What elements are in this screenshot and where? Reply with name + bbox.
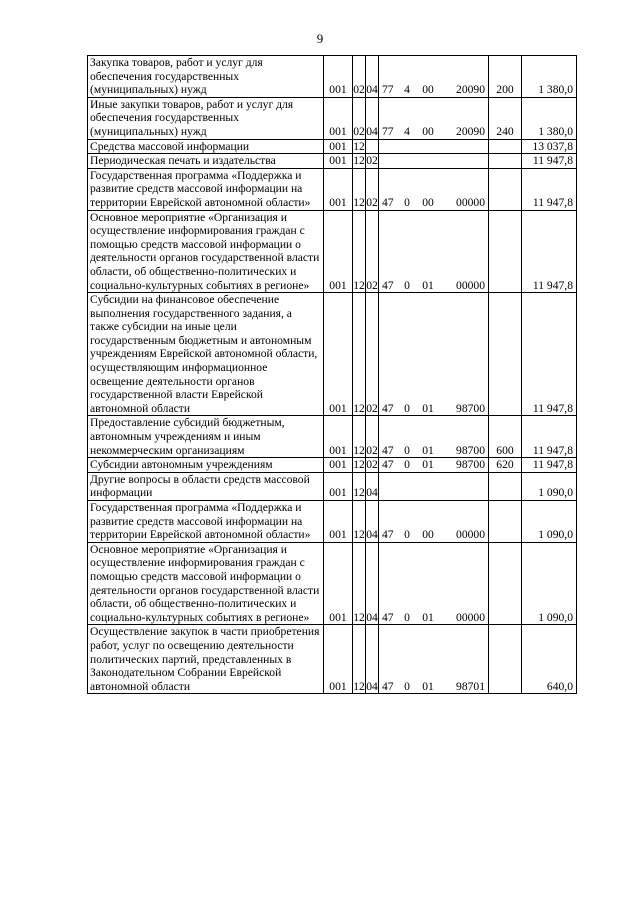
- direction-code: 00000: [456, 528, 485, 542]
- program-code: 77: [382, 124, 394, 138]
- event-code: 01: [422, 401, 434, 415]
- amount-cell: 13 037,8: [522, 139, 577, 154]
- subprogram-code: 4: [404, 83, 410, 97]
- ministry-code-cell: 001: [324, 472, 353, 500]
- direction-code: 98700: [456, 401, 485, 415]
- subsection-code-cell: 02: [366, 416, 379, 458]
- program-code: 47: [382, 443, 394, 457]
- subprogram-code: 0: [404, 679, 410, 693]
- program-code: 47: [382, 401, 394, 415]
- ministry-code-cell: 001: [324, 139, 353, 154]
- amount-cell: 11 947,8: [522, 168, 577, 210]
- amount-cell: 11 947,8: [522, 416, 577, 458]
- target-article-cell: [379, 293, 489, 416]
- target-article-code: [381, 83, 486, 97]
- expense-name-cell: Государственная программа «Поддержка и развитие средств массовой информации на территории Еврейской автономной области»: [88, 168, 324, 210]
- target-article-cell: [379, 416, 489, 458]
- subprogram-code: 0: [404, 195, 410, 209]
- target-article-cell: [379, 458, 489, 473]
- expense-name-cell: Средства массовой информации: [88, 139, 324, 154]
- target-article-code: [381, 680, 486, 694]
- expense-name-cell: Основное мероприятие «Организация и осуществление информирования граждан с помощью средств массовой информации о деятельности органов государственной власти области, об общественно-политических и социально-культурных событиях в регионе»: [88, 542, 324, 625]
- expense-type-cell: [489, 168, 522, 210]
- ministry-code-cell: 001: [324, 293, 353, 416]
- expense-type-cell: [489, 542, 522, 625]
- expense-type-cell: 600: [489, 416, 522, 458]
- subsection-code-cell: 02: [366, 293, 379, 416]
- table-row: [88, 416, 577, 458]
- ministry-code-cell: 001: [324, 458, 353, 473]
- section-code-cell: 02: [353, 56, 366, 98]
- direction-code: 98701: [456, 679, 485, 693]
- budget-table: [87, 55, 577, 694]
- table-row: [88, 139, 577, 154]
- ministry-code-cell: 001: [324, 210, 353, 293]
- target-article-cell: [379, 542, 489, 625]
- table-row: [88, 210, 577, 293]
- ministry-code-cell: 001: [324, 501, 353, 543]
- ministry-code-cell: 001: [324, 542, 353, 625]
- ministry-code-cell: 001: [324, 154, 353, 169]
- ministry-code-cell: 001: [324, 168, 353, 210]
- event-code: 01: [422, 278, 434, 292]
- target-article-cell: [379, 210, 489, 293]
- subsection-code-cell: 04: [366, 472, 379, 500]
- subsection-code-cell: 04: [366, 501, 379, 543]
- subsection-code-cell: 02: [366, 154, 378, 168]
- expense-type-cell: [489, 472, 522, 500]
- subsection-code-cell: 04: [366, 625, 379, 694]
- ministry-code-cell: 001: [324, 625, 353, 694]
- table-row: [88, 97, 577, 139]
- section-code-cell: 12: [353, 542, 366, 625]
- table-row: [88, 542, 577, 625]
- event-code: 00: [422, 83, 434, 97]
- section-code-cell: 12: [353, 458, 365, 472]
- program-code: 47: [382, 528, 394, 542]
- program-code: 47: [382, 458, 394, 472]
- section-code-cell: 02: [353, 97, 366, 139]
- amount-cell: 11 947,8: [522, 293, 577, 416]
- amount-cell: 1 380,0: [522, 56, 577, 98]
- subsection-code-cell: 02: [366, 458, 378, 472]
- target-article-cell: [379, 56, 489, 98]
- section-code-cell: 12: [353, 416, 366, 458]
- subsection-code-cell: [366, 139, 379, 154]
- expense-type-cell: 200: [489, 56, 522, 98]
- target-article-cell: [379, 154, 489, 169]
- event-code: 00: [422, 528, 434, 542]
- amount-cell: 11 947,8: [522, 458, 577, 473]
- table-row: [88, 625, 577, 694]
- table-row: [88, 293, 577, 416]
- amount-cell: 11 947,8: [522, 154, 577, 169]
- section-code-cell: 12: [353, 293, 366, 416]
- subsection-code-cell: 04: [366, 97, 379, 139]
- subprogram-code: 0: [404, 401, 410, 415]
- expense-name-cell: Иные закупки товаров, работ и услуг для обеспечения государственных (муниципальных) нужд: [88, 97, 324, 139]
- budget-table-body: [88, 56, 577, 694]
- page-number: 9: [316, 31, 324, 46]
- expense-name-cell: Основное мероприятие «Организация и осуществление информирования граждан с помощью средств массовой информации о деятельности органов государственной власти области, об общественно-политических и социально-культурных событиях в регионе»: [88, 210, 324, 293]
- table-row: [88, 472, 577, 500]
- subprogram-code: 4: [404, 124, 410, 138]
- section-code-cell: 12: [353, 472, 366, 500]
- expense-type-cell: [489, 625, 522, 694]
- direction-code: 98700: [456, 458, 485, 472]
- target-article-code: [381, 444, 486, 458]
- direction-code: 20090: [456, 124, 485, 138]
- subprogram-code: 0: [404, 458, 410, 472]
- expense-type-cell: [489, 154, 522, 169]
- event-code: 01: [422, 610, 434, 624]
- ministry-code-cell: 001: [324, 97, 353, 139]
- target-article-code: [381, 279, 486, 293]
- expense-type-cell: [489, 139, 522, 154]
- amount-cell: 1 090,0: [522, 501, 577, 543]
- target-article-code: [381, 196, 486, 210]
- section-code-cell: 12: [353, 501, 366, 543]
- direction-code: 00000: [456, 195, 485, 209]
- target-article-cell: [379, 472, 489, 500]
- expense-name-cell: Предоставление субсидий бюджетным, автономным учреждениям и иным некоммерческим организациям: [88, 416, 324, 458]
- subprogram-code: 0: [404, 278, 410, 292]
- subprogram-code: 0: [404, 528, 410, 542]
- expense-name-cell: Субсидии на финансовое обеспечение выполнения государственного задания, а также субсидии на иные цели государственным бюджетным и автономным учреждениям Еврейской автономной области, осуществляющим информационное освещение деятельности органов государственной власти Еврейской автономной области: [88, 293, 324, 416]
- target-article-code: [381, 402, 486, 416]
- section-code-cell: 12: [353, 154, 365, 168]
- expense-name-cell: Субсидии автономным учреждениям: [88, 458, 324, 473]
- table-row: [88, 154, 577, 169]
- program-code: 47: [382, 679, 394, 693]
- target-article-code: [381, 458, 486, 472]
- target-article-cell: [379, 168, 489, 210]
- amount-cell: 640,0: [522, 625, 577, 694]
- section-code-cell: 12: [353, 210, 366, 293]
- expense-type-cell: [489, 293, 522, 416]
- event-code: 01: [422, 679, 434, 693]
- direction-code: 00000: [456, 278, 485, 292]
- target-article-code: [381, 125, 486, 139]
- amount-cell: 1 090,0: [522, 542, 577, 625]
- subsection-code-cell: 02: [366, 168, 379, 210]
- expense-type-cell: 240: [489, 97, 522, 139]
- section-code-cell: 12: [353, 168, 366, 210]
- table-row: [88, 458, 577, 473]
- amount-cell: 11 947,8: [522, 210, 577, 293]
- direction-code: 00000: [456, 610, 485, 624]
- target-article-code: [381, 611, 486, 625]
- direction-code: 20090: [456, 83, 485, 97]
- table-row: [88, 56, 577, 98]
- program-code: 77: [382, 83, 394, 97]
- amount-cell: 1 090,0: [522, 472, 577, 500]
- expense-name-cell: Осуществление закупок в части приобретения работ, услуг по освещению деятельности политических партий, представленных в Законодательном Собрании Еврейской автономной области: [88, 625, 324, 694]
- ministry-code-cell: 001: [324, 56, 353, 98]
- expense-name-cell: Закупка товаров, работ и услуг для обеспечения государственных (муниципальных) нужд: [88, 56, 324, 98]
- subsection-code-cell: 04: [366, 56, 379, 98]
- subprogram-code: 0: [404, 443, 410, 457]
- event-code: 00: [422, 195, 434, 209]
- expense-name-cell: Государственная программа «Поддержка и развитие средств массовой информации на территории Еврейской автономной области»: [88, 501, 324, 543]
- target-article-cell: [379, 501, 489, 543]
- table-row: [88, 168, 577, 210]
- section-code-cell: 12: [353, 139, 365, 153]
- amount-cell: 1 380,0: [522, 97, 577, 139]
- program-code: 47: [382, 195, 394, 209]
- section-code-cell: 12: [353, 625, 366, 694]
- event-code: 00: [422, 124, 434, 138]
- target-article-cell: [379, 625, 489, 694]
- expense-name-cell: Периодическая печать и издательства: [88, 154, 324, 169]
- subsection-code-cell: 02: [366, 210, 379, 293]
- subprogram-code: 0: [404, 610, 410, 624]
- target-article-cell: [379, 139, 489, 154]
- expense-name-cell: Другие вопросы в области средств массовой информации: [88, 472, 324, 500]
- event-code: 01: [422, 458, 434, 472]
- expense-type-cell: [489, 501, 522, 543]
- target-article-cell: [379, 97, 489, 139]
- ministry-code-cell: 001: [324, 416, 353, 458]
- event-code: 01: [422, 443, 434, 457]
- program-code: 47: [382, 278, 394, 292]
- program-code: 47: [382, 610, 394, 624]
- subsection-code-cell: 04: [366, 542, 379, 625]
- target-article-code: [381, 528, 486, 542]
- expense-type-cell: 620: [489, 458, 522, 473]
- expense-type-cell: [489, 210, 522, 293]
- table-row: [88, 501, 577, 543]
- direction-code: 98700: [456, 443, 485, 457]
